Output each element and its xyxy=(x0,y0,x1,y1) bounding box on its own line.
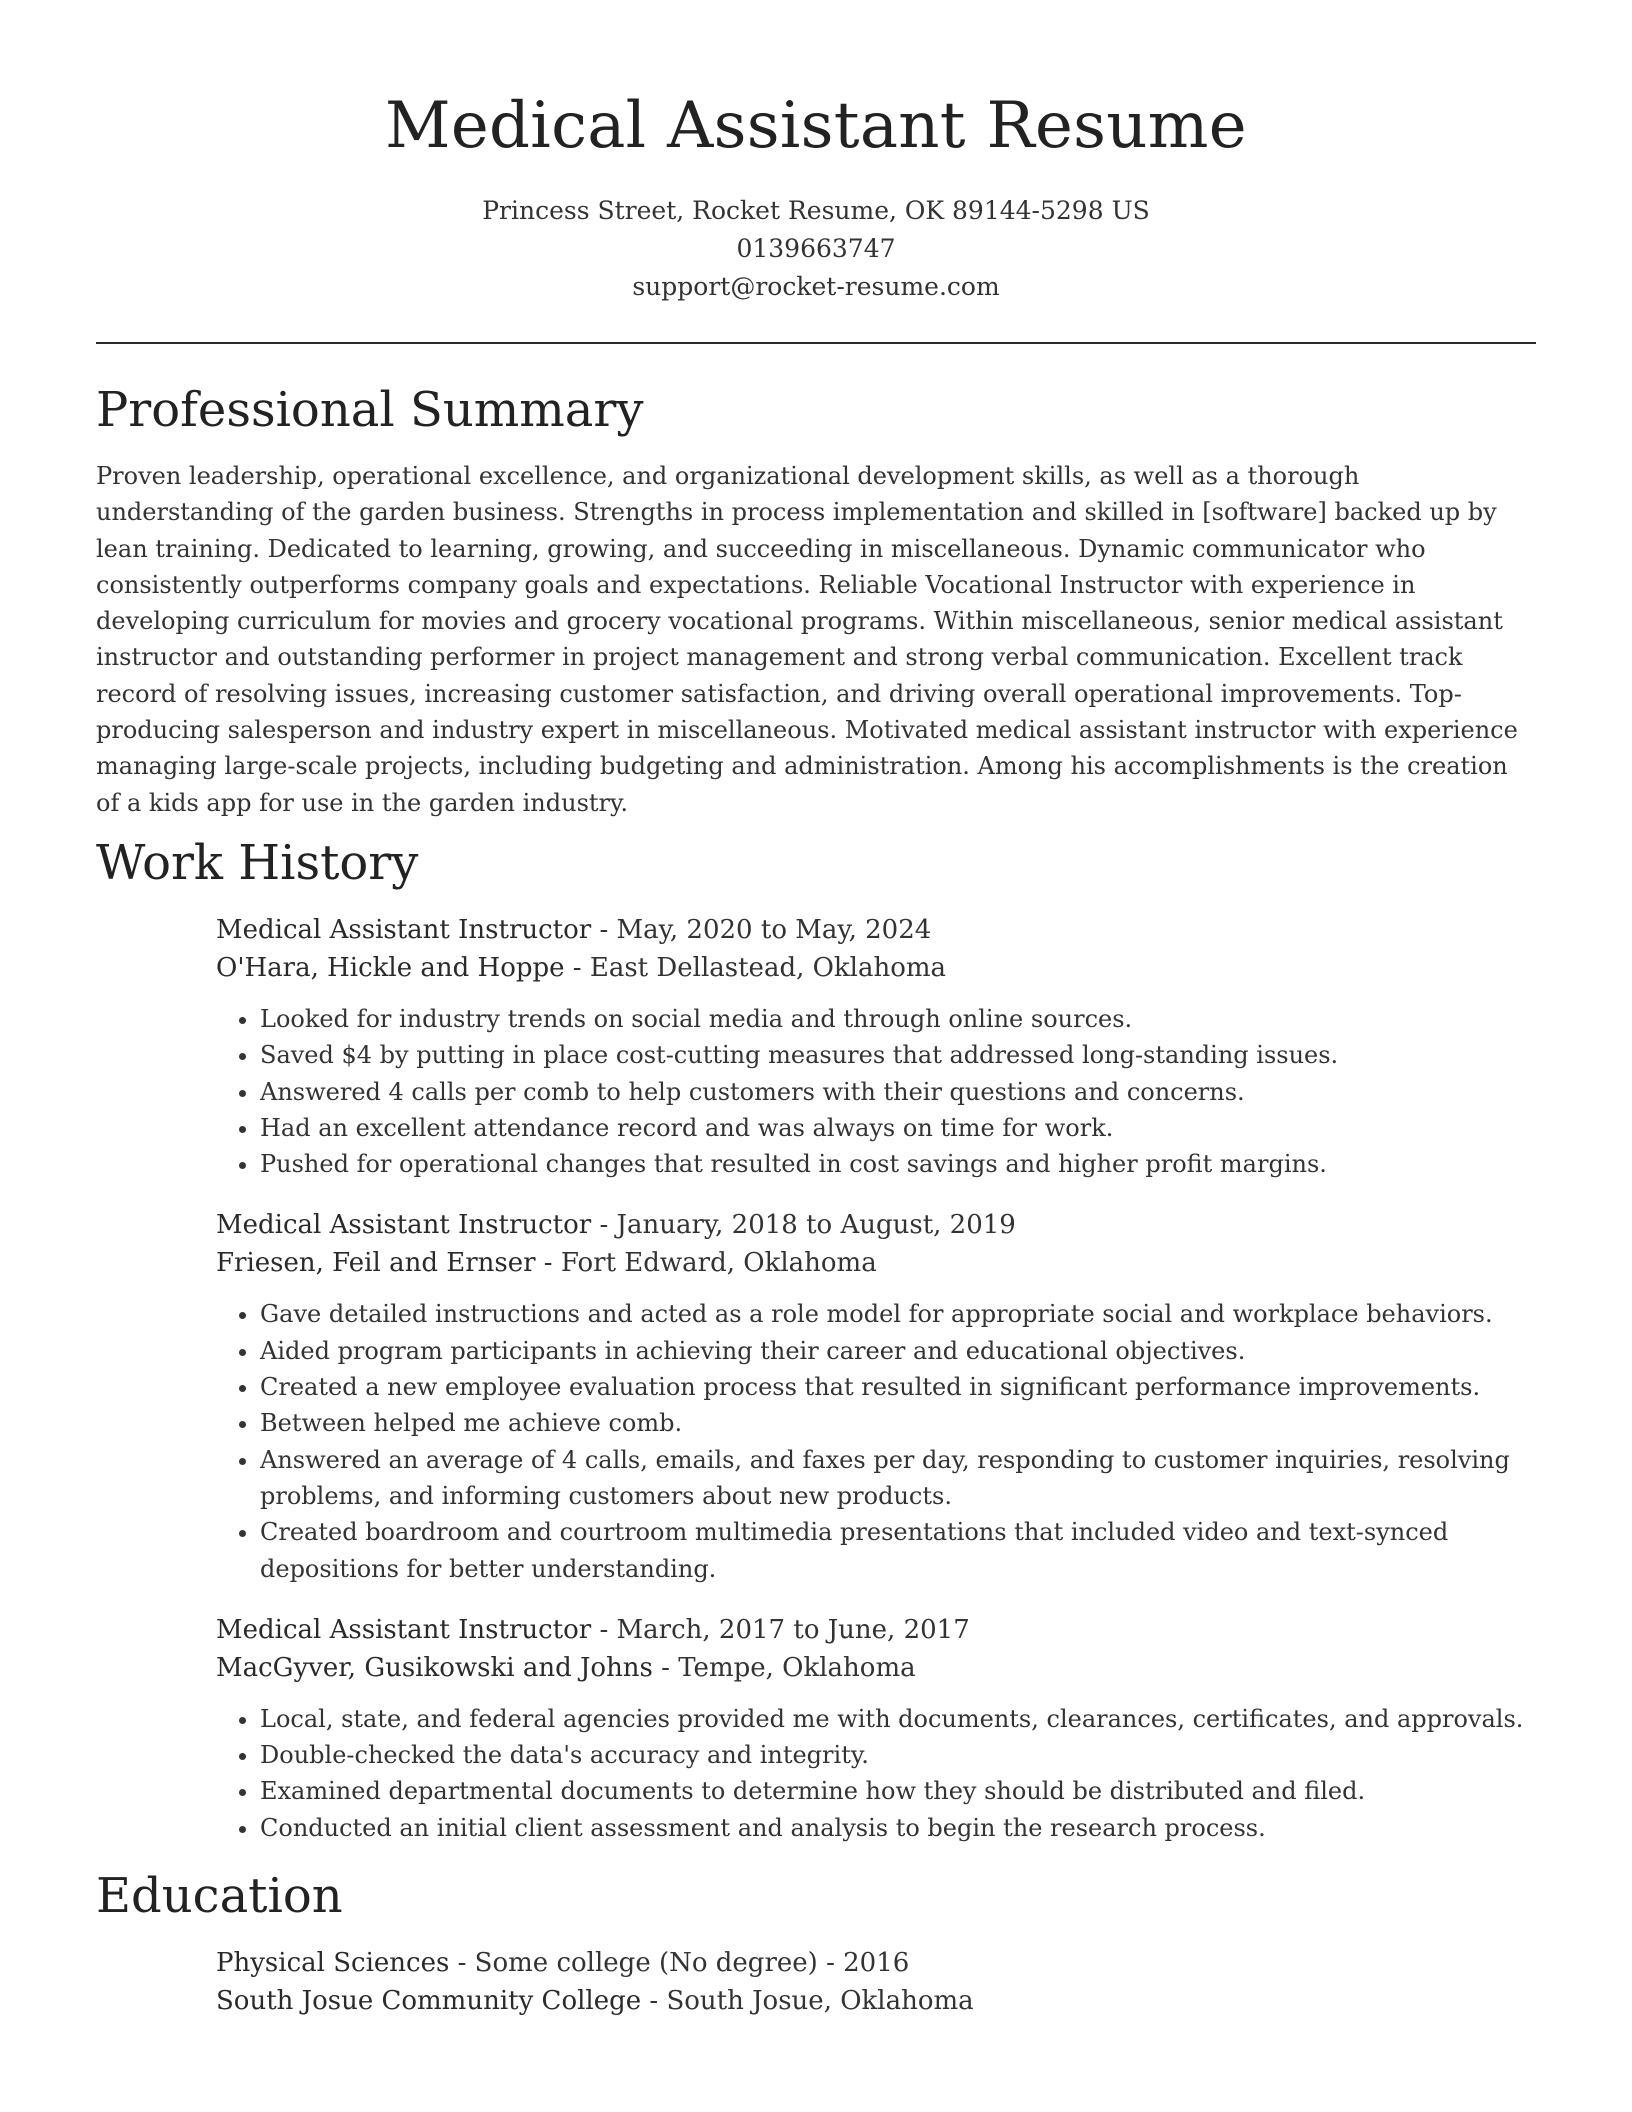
job-title-line xyxy=(216,911,1536,949)
job-location: East Dellastead, Oklahoma xyxy=(589,952,947,983)
job-bullets xyxy=(216,1701,1536,1846)
section-heading-summary: Professional Summary xyxy=(96,382,644,438)
list-item: • Conducted an initial client assessment and analysis to begin the research process. xyxy=(260,1810,1536,1846)
list-item: • Answered 4 calls per comb to help customers with their questions and concerns. xyxy=(260,1074,1536,1110)
address: Princess Street, Rocket Resume, OK 89144-5298 US xyxy=(482,196,1150,225)
email: support@rocket-resume.com xyxy=(632,272,1000,301)
job-company: MacGyver, Gusikowski and Johns xyxy=(216,1652,653,1683)
separator: - xyxy=(591,1614,617,1645)
separator: - xyxy=(535,1248,561,1279)
list-item: • Examined departmental documents to determine how they should be distributed and filed. xyxy=(260,1773,1536,1809)
separator: - xyxy=(591,914,617,945)
separator: - xyxy=(449,1948,475,1979)
job-company-line xyxy=(216,1649,1536,1687)
job-entry xyxy=(216,1206,1536,1586)
education-location: South Josue, Oklahoma xyxy=(666,1986,974,2017)
separator: - xyxy=(652,1652,679,1683)
job-location: Fort Edward, Oklahoma xyxy=(560,1248,877,1279)
list-item: • Saved $4 by putting in place cost-cutting measures that addressed long-standing issues. xyxy=(260,1037,1536,1073)
job-title: Medical Assistant Instructor xyxy=(216,1614,592,1645)
education-year: 2016 xyxy=(843,1948,910,1979)
job-company: Friesen, Feil and Ernser xyxy=(216,1248,536,1279)
job-title: Medical Assistant Instructor xyxy=(216,1210,592,1241)
header-divider xyxy=(96,342,1536,344)
job-location: Tempe, Oklahoma xyxy=(678,1652,916,1683)
job-company-line xyxy=(216,949,1536,987)
list-item: • Aided program participants in achieving their career and educational objectives. xyxy=(260,1333,1536,1369)
separator: - xyxy=(591,1210,617,1241)
job-title: Medical Assistant Instructor xyxy=(216,914,592,945)
list-item: • Local, state, and federal agencies provided me with documents, clearances, certificates, and approvals. xyxy=(260,1701,1536,1737)
job-company: O'Hara, Hickle and Hoppe xyxy=(216,952,565,983)
list-item: • Between helped me achieve comb. xyxy=(260,1405,1536,1441)
list-item: • Answered an average of 4 calls, emails, and faxes per day, responding to customer inquiries, resolving problems, and informing customers about new products. xyxy=(260,1442,1536,1515)
job-entry xyxy=(216,1611,1536,1846)
job-dates: March, 2017 to June, 2017 xyxy=(616,1614,970,1645)
separator: - xyxy=(564,952,590,983)
education-school: South Josue Community College xyxy=(216,1986,642,2017)
resume-title: Medical Assistant Resume xyxy=(385,89,1247,163)
education-degree-line xyxy=(216,1944,1536,1982)
job-bullets xyxy=(216,1296,1536,1586)
summary-text: Proven leadership, operational excellence, and organizational development skills, as well as a thorough understanding of the garden business. Strengths in process implementation and skilled in [software] backed up by lean training. Dedicated to learning, growing, and succeeding in miscellaneous. Dynamic communicator who consistently outperforms company goals and expectations. Reliable Vocational Instructor with experience in developing curriculum for movies and grocery vocational programs. Within miscellaneous, senior medical assistant instructor and outstanding performer in project management and strong verbal communication. Excellent track record of resolving issues, increasing customer satisfaction, and driving overall operational improvements. Top-producing salesperson and industry expert in miscellaneous. Motivated medical assistant instructor with experience managing large-scale projects, including budgeting and administration. Among his accomplishments is the creation of a kids app for use in the garden industry. xyxy=(96,462,1518,817)
phone: 0139663747 xyxy=(736,234,896,263)
job-dates: January, 2018 to August, 2019 xyxy=(616,1210,1016,1241)
job-entry xyxy=(216,911,1536,1182)
list-item: • Double-checked the data's accuracy and integrity. xyxy=(260,1737,1536,1773)
section-heading-work-history: Work History xyxy=(96,834,419,891)
contact-block xyxy=(96,192,1536,306)
separator: - xyxy=(641,1986,667,2017)
section-heading-education: Education xyxy=(96,1868,343,1925)
list-item: • Created boardroom and courtroom multimedia presentations that included video and text-synced depositions for better understanding. xyxy=(260,1514,1536,1587)
list-item: • Created a new employee evaluation process that resulted in significant performance improvements. xyxy=(260,1369,1536,1405)
education-field: Physical Sciences xyxy=(216,1948,450,1979)
list-item: • Pushed for operational changes that resulted in cost savings and higher profit margins. xyxy=(260,1146,1536,1182)
job-title-line xyxy=(216,1611,1536,1649)
list-item: • Had an excellent attendance record and was always on time for work. xyxy=(260,1110,1536,1146)
education-degree: Some college (No degree) xyxy=(474,1948,818,1979)
job-bullets xyxy=(216,1001,1536,1182)
job-dates: May, 2020 to May, 2024 xyxy=(616,914,932,945)
education-school-line xyxy=(216,1982,1536,2020)
job-title-line xyxy=(216,1206,1536,1244)
separator: - xyxy=(817,1948,844,1979)
education-entry xyxy=(216,1944,1536,2020)
job-company-line xyxy=(216,1244,1536,1282)
list-item: • Looked for industry trends on social media and through online sources. xyxy=(260,1001,1536,1037)
list-item: • Gave detailed instructions and acted as a role model for appropriate social and workplace behaviors. xyxy=(260,1296,1536,1332)
